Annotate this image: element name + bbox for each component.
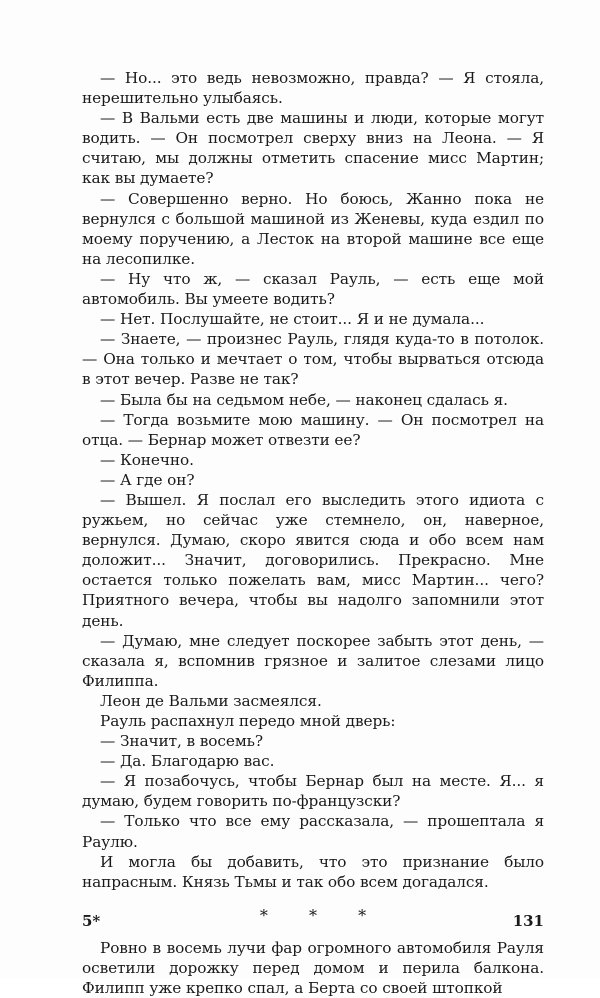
paragraph-1: — Но... это ведь невозможно, правда? — Я стояла, нерешительно улыбаясь.: [82, 69, 544, 108]
page-text: [82, 68, 544, 998]
paragraph-12: — Думаю, мне следует поскорее забыть этот день, — сказала я, вспомнив грязное и залитое слезами лицо Филиппа.: [82, 631, 544, 690]
paragraph-16: — Да. Благодарю вас.: [100, 752, 275, 771]
paragraph-2: — В Вальми есть две машины и люди, которые могут водить. — Он посмотрел сверху вниз на Леона. — Я считаю, мы должны отметить спасение мисс Мартин; как вы думаете?: [82, 109, 544, 188]
paragraph-15: — Значит, в восемь?: [100, 732, 263, 751]
paragraph-18: — Только что все ему рассказала, — прошептала я Раулю.: [82, 812, 544, 851]
page-number: 131: [512, 912, 544, 930]
paragraph-7: — Была бы на седьмом небе, — наконец сдалась я.: [100, 390, 508, 409]
paragraph-3: — Совершенно верно. Но боюсь, Жанно пока не вернулся с большой машиной из Женевы, куда ездил по моему поручению, а Лесток на второй машине все еще на лесопилке.: [82, 189, 544, 268]
paragraph-5: — Нет. Послушайте, не стоит... Я и не думала...: [100, 310, 485, 329]
paragraph-8: — Тогда возьмите мою машину. — Он посмотрел на отца. — Бернар может отвезти ее?: [82, 410, 544, 449]
paragraph-13: Леон де Вальми засмеялся.: [100, 691, 322, 710]
paragraph-4: — Ну что ж, — сказал Рауль, — есть еще мой автомобиль. Вы умеете водить?: [82, 269, 544, 309]
paragraph-9: — Конечно.: [100, 450, 194, 469]
page-footer: [82, 912, 544, 936]
paragraph-19: И могла бы добавить, что это признание было напрасным. Князь Тьмы и так обо всем догадался.: [82, 852, 544, 891]
paragraph-10: — А где он?: [100, 470, 195, 489]
signature-mark: 5*: [82, 912, 101, 930]
paragraph-after-separator: Ровно в восемь лучи фар огромного автомобиля Рауля осветили дорожку перед домом и перила балкона. Филипп уже крепко спал, а Берта со своей штопкой: [82, 938, 544, 998]
section-separator: * * *: [259, 905, 385, 925]
paragraph-6: — Знаете, — произнес Рауль, глядя куда-то в потолок. — Она только и мечтает о том, чтобы вырваться отсюда в этот вечер. Разве не так?: [82, 330, 544, 389]
paragraph-14: Рауль распахнул передо мной дверь:: [100, 712, 396, 730]
paragraph-17: — Я позабочусь, чтобы Бернар был на месте. Я... я думаю, будем говорить по-французски?: [82, 772, 544, 811]
paragraph-11: — Вышел. Я послал его выследить этого идиота с ружьем, но сейчас уже стемнело, он, наверное, вернулся. Думаю, скоро явится сюда и обо всем нам доложит... Значит, договорились. Прекрасно. Мне остается только пожелать вам, мисс Мартин... чего? Приятного вечера, чтобы вы надолго запомнили этот день.: [82, 490, 544, 630]
